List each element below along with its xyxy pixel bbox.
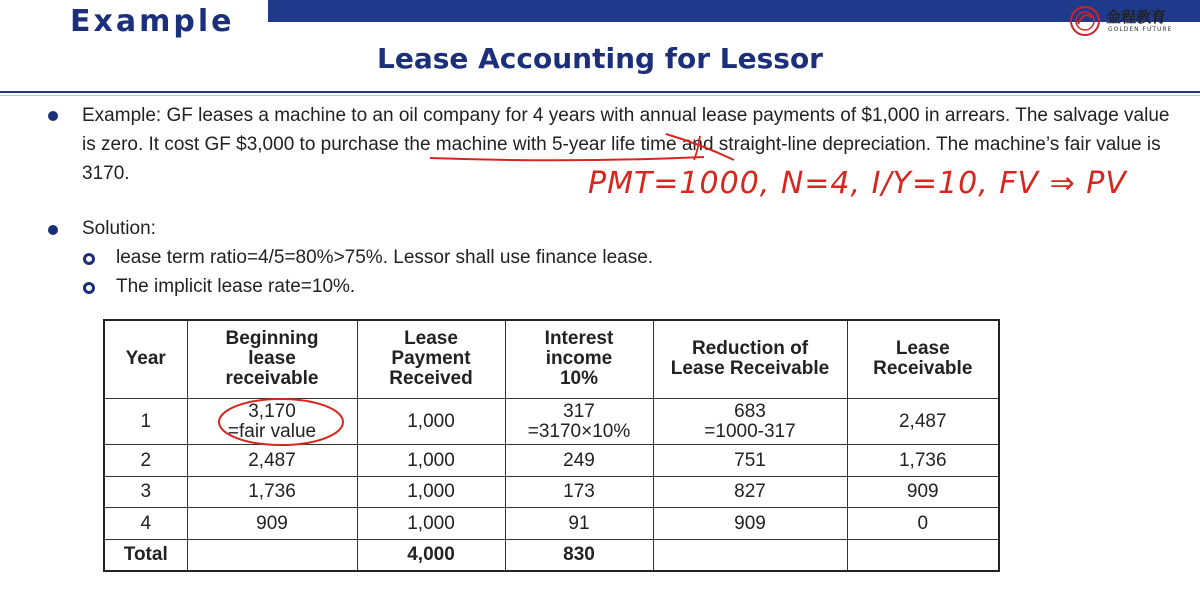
- table-cell: [357, 476, 505, 508]
- header-line: Lease Receivable: [670, 358, 830, 380]
- solution-point: lease term ratio=4/5=80%>75%. Lessor shall use finance lease.: [116, 247, 654, 268]
- table-cell: [357, 445, 505, 477]
- divider: [0, 91, 1200, 93]
- table-cell: [653, 476, 847, 508]
- header-line: Payment: [391, 348, 471, 370]
- header-line: receivable: [225, 368, 319, 390]
- table-cell: [653, 508, 847, 540]
- table-row: [104, 445, 999, 477]
- slide-title: Lease Accounting for Lessor: [377, 42, 823, 75]
- total-label: Total: [104, 539, 187, 571]
- header-line: Lease: [404, 328, 458, 350]
- cell-value: 249: [563, 449, 595, 471]
- cell-value: 1,000: [407, 410, 455, 432]
- column-header-reduction-of-lease-receivable: [653, 320, 847, 398]
- cell-value: 1,000: [407, 449, 455, 471]
- table-total-row: [104, 539, 999, 571]
- cell-value: 1,736: [248, 481, 296, 503]
- cell-value: 827: [734, 481, 766, 503]
- table-cell: [847, 445, 999, 477]
- table-cell: [505, 398, 653, 445]
- cell-value: 2,487: [248, 449, 296, 471]
- cell-value: 2,487: [898, 410, 947, 432]
- cell-value: 1: [140, 410, 152, 432]
- lease-schedule-table: [103, 319, 1000, 572]
- cell-value: 909: [906, 481, 939, 503]
- total-cell: 4,000: [357, 539, 505, 571]
- column-header-lease-receivable: [847, 320, 999, 398]
- cell-value: 2: [140, 449, 152, 471]
- table-row: [104, 508, 999, 540]
- cell-value: =1000-317: [704, 420, 796, 442]
- header-line: Received: [389, 368, 473, 390]
- header-line: 10%: [559, 368, 599, 390]
- table-cell: [187, 476, 357, 508]
- header-title: Example: [70, 4, 235, 39]
- example-text: Example: GF leases a machine to an oil company for 4 years with annual lease payments of $1,000 in arrears. The salvage value is zero. It cost GF $3,000 to purchase the machine with 5-year life time and straight-line depreciation. The machine’s fair value is 3170.: [82, 105, 1170, 184]
- cell-value: 3: [140, 481, 152, 503]
- underline-mark: [428, 154, 708, 164]
- cell-value: 751: [734, 449, 766, 471]
- cell-value: 909: [256, 512, 288, 534]
- table-cell: [187, 445, 357, 477]
- handwritten-annotation: PMT=1000, N=4, I/Y=10, FV ⇒ PV: [588, 166, 1127, 201]
- total-cell: [847, 539, 999, 571]
- header-line: lease: [248, 348, 296, 370]
- table-cell: [847, 476, 999, 508]
- cell-value: 317: [563, 400, 595, 422]
- column-header-interest-income: [505, 320, 653, 398]
- cell-value: 0: [917, 512, 929, 534]
- bullet: [48, 111, 58, 121]
- header-line: Lease: [895, 338, 950, 360]
- table-cell: [357, 508, 505, 540]
- header-line: income: [545, 348, 613, 370]
- table-cell: [104, 476, 187, 508]
- bullet: [48, 225, 58, 235]
- logo-name-cn: 金程教育: [1106, 8, 1167, 26]
- cell-value: 1,000: [407, 481, 455, 503]
- table-cell: [505, 445, 653, 477]
- table-cell: [505, 508, 653, 540]
- header-line: Interest: [544, 328, 614, 350]
- header-line: Year: [125, 348, 166, 370]
- cell-value: 3,170: [248, 400, 296, 422]
- table-cell: [505, 476, 653, 508]
- column-header-lease-payment-received: [357, 320, 505, 398]
- table-cell: [847, 398, 999, 445]
- table-cell: [847, 508, 999, 540]
- total-cell: 830: [505, 539, 653, 571]
- cell-value: =3170×10%: [527, 420, 631, 442]
- logo: [1068, 4, 1198, 38]
- sub-bullet: [83, 282, 95, 294]
- sub-bullet: [83, 253, 95, 265]
- column-header-year: [104, 320, 187, 398]
- cell-value: 1,000: [407, 512, 455, 534]
- table-cell: [187, 508, 357, 540]
- header-line: Receivable: [873, 358, 973, 380]
- header-bar: [268, 0, 1200, 22]
- table-cell: [357, 398, 505, 445]
- cell-value: 1,736: [898, 449, 947, 471]
- table-cell: [653, 445, 847, 477]
- column-header-beginning-lease-receivable: [187, 320, 357, 398]
- solution-label: Solution:: [82, 218, 156, 239]
- table-cell: [653, 398, 847, 445]
- cell-value: 909: [734, 512, 766, 534]
- table-row: [104, 398, 999, 445]
- divider: [0, 95, 1200, 96]
- solution-point: The implicit lease rate=10%.: [116, 276, 356, 297]
- cell-value: 4: [140, 512, 152, 534]
- header-line: Reduction of: [691, 338, 809, 360]
- total-cell: [653, 539, 847, 571]
- circled-value: [228, 402, 316, 442]
- logo-name-en: GOLDEN FUTURE: [1108, 26, 1173, 33]
- cell-value: 683: [734, 400, 766, 422]
- table-cell: [104, 445, 187, 477]
- table-header-row: [104, 320, 999, 398]
- cell-value: 173: [563, 481, 595, 503]
- red-circle-mark: [214, 394, 348, 450]
- cell-value: 91: [568, 512, 590, 534]
- table-cell: [104, 398, 187, 445]
- table-row: [104, 476, 999, 508]
- table-cell: [104, 508, 187, 540]
- header-line: Beginning: [225, 328, 319, 350]
- table-cell: [187, 398, 357, 445]
- total-cell: [187, 539, 357, 571]
- golden-future-logo-icon: [1068, 4, 1102, 38]
- cell-value: =fair value: [227, 420, 317, 442]
